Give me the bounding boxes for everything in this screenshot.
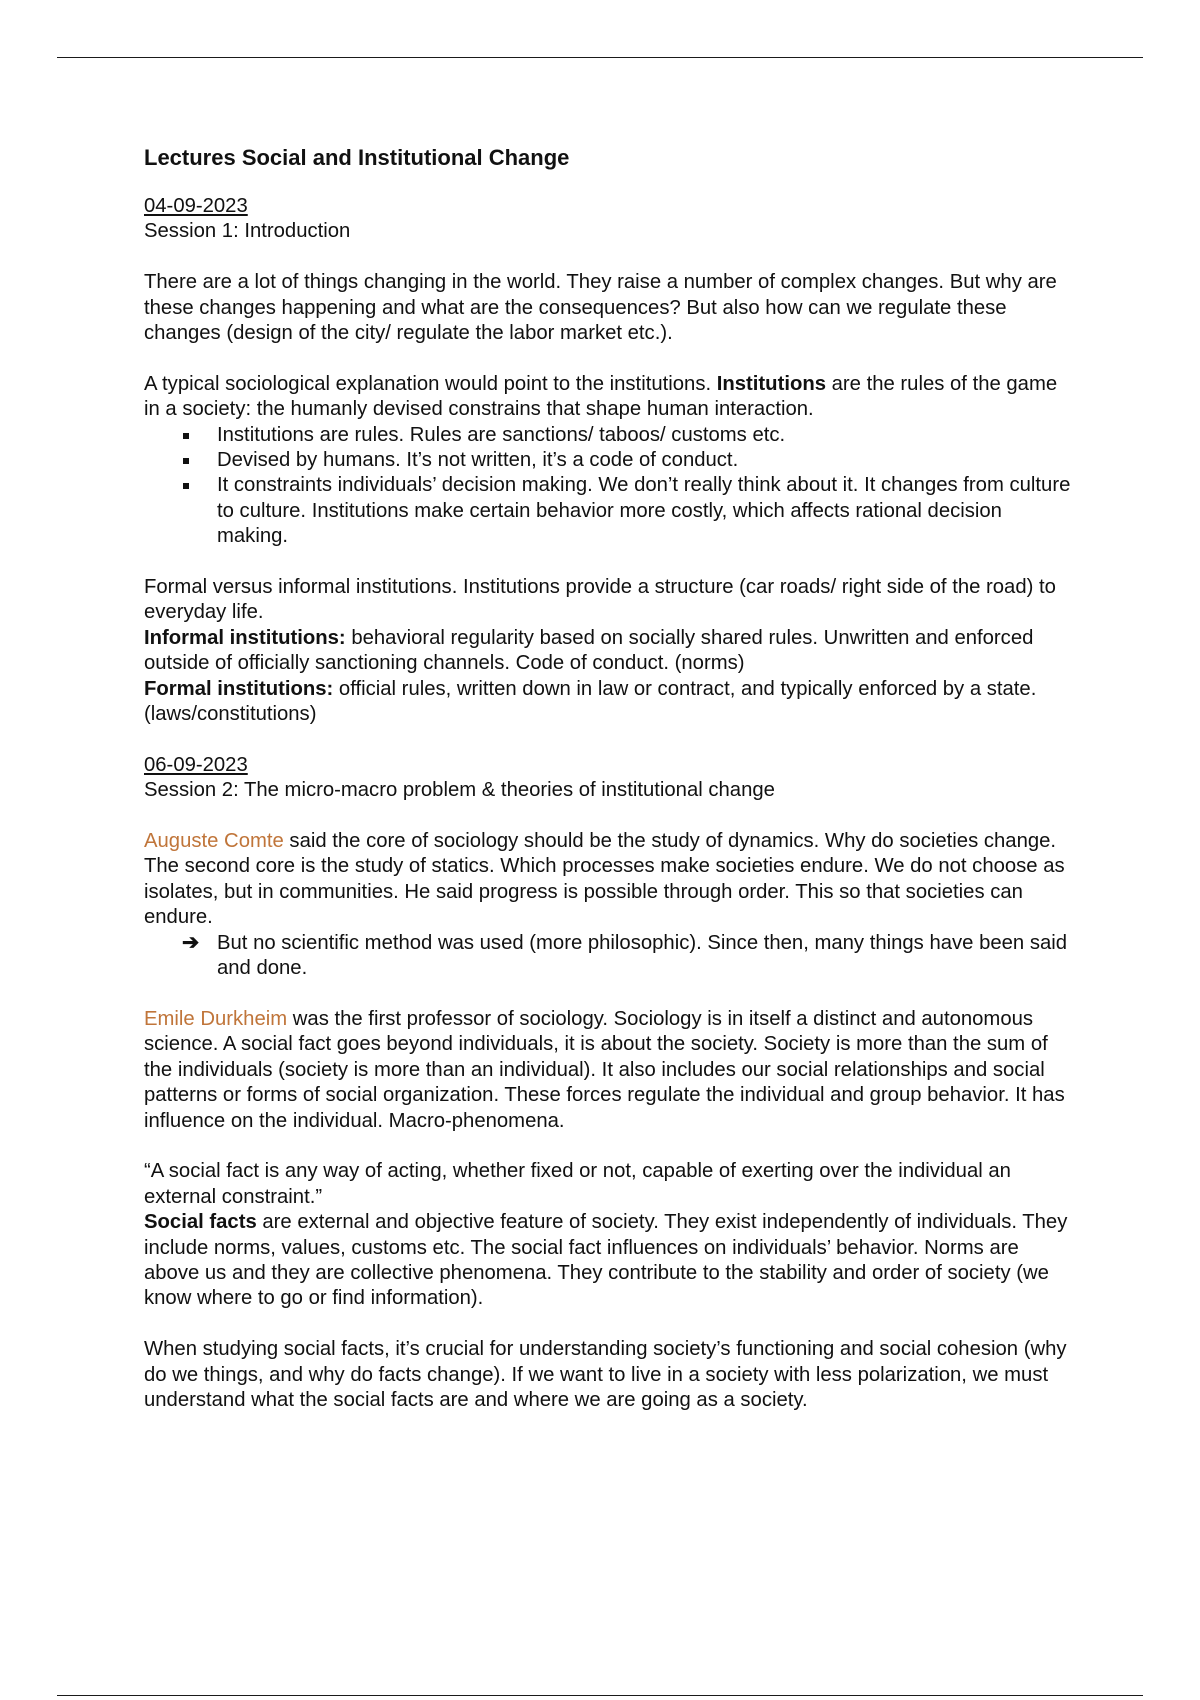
list-item: It constraints individuals’ decision making. We don’t really think about it. It changes from culture to culture. Institutions make certain behavior more costly, which affects rational decision making. [217, 473, 1074, 549]
definition-informal [144, 626, 1074, 677]
list-item: Institutions are rules. Rules are sanctions/ taboos/ customs etc. [217, 423, 1074, 448]
paragraph: When studying social facts, it’s crucial for understanding society’s functioning and social cohesion (why do we things, and why do facts change). If we want to live in a society with less polarization, we must understand what the social facts are and where we are going as a society. [144, 1338, 1067, 1411]
paragraph-text: are the rules of the game in a society: the humanly devised constrains that shape human interaction. [144, 372, 1058, 421]
bullet-list [144, 423, 1074, 550]
top-rule [57, 57, 1143, 58]
definition-text: behavioral regularity based on socially shared rules. Unwritten and enforced outside of officially sanctioning channels. Code of conduct. (norms) [144, 626, 1034, 675]
document-title: Lectures Social and Institutional Change [144, 145, 570, 170]
quote: “A social fact is any way of acting, whether fixed or not, capable of exerting over the individual an external constraint.” [144, 1160, 1011, 1208]
arrow-list-item [144, 931, 1074, 982]
paragraph-text: A typical sociological explanation would point to the institutions. [144, 372, 717, 395]
document-body [144, 140, 1074, 1413]
session-heading: Session 1: Introduction [144, 220, 351, 243]
term-social-facts: Social facts [144, 1211, 257, 1234]
paragraph-text: was the first professor of sociology. Sociology is in itself a distinct and autonomous science. A social fact goes beyond individuals, it is about the society. Society is more than the sum of the individuals (society is more than an individual). It also includes our social relationships and social patterns or forms of social organization. These forces regulate the individual and group behavior. It has influence on the individual. Macro-phenomena. [144, 1007, 1065, 1132]
bottom-rule [57, 1695, 1143, 1696]
paragraph: Formal versus informal institutions. Institutions provide a structure (car roads/ right side of the road) to everyday life. [144, 576, 1056, 624]
definition-text: are external and objective feature of society. They exist independently of individuals. They include norms, values, customs etc. The social fact influences on individuals’ behavior. Norms are above us and they are collective phenomena. They contribute to the stability and order of society (we know where to go or find information). [144, 1211, 1068, 1310]
paragraph: There are a lot of things changing in the world. They raise a number of complex changes. But why are these changes happening and what are the consequences? But also how can we regulate these changes (design of the city/ regulate the labor market etc.). [144, 271, 1057, 345]
paragraph-durkheim [144, 1007, 1074, 1134]
paragraph-comte [144, 829, 1074, 931]
definition-social-facts [144, 1210, 1074, 1312]
term-formal-institutions: Formal institutions: [144, 677, 334, 700]
name-auguste-comte: Auguste Comte [144, 830, 284, 853]
session-date: 04-09-2023 [144, 195, 248, 217]
arrow-right-icon: ➔ [182, 931, 199, 954]
definition-text: official rules, written down in law or contract, and typically enforced by a state. (laws/constitutions) [144, 677, 1037, 726]
session-1 [144, 194, 1074, 727]
session-date: 06-09-2023 [144, 753, 248, 776]
definition-formal [144, 677, 1074, 728]
term-institutions: Institutions [716, 372, 827, 395]
session-heading: Session 2: The micro-macro problem & theories of institutional change [144, 779, 775, 802]
arrow-item-text: But no scientific method was used (more philosophic). Since then, many things have been said and done. [217, 931, 1068, 980]
paragraph-text: said the core of sociology should be the study of dynamics. Why do societies change. The second core is the study of statics. Which processes make societies endure. We do not choose as isolates, but in communities. He said progress is possible through order. This so that societies can endure. [144, 830, 1065, 929]
list-item: Devised by humans. It’s not written, it’s a code of conduct. [217, 448, 1074, 473]
name-emile-durkheim: Emile Durkheim [144, 1007, 288, 1030]
term-informal-institutions: Informal institutions: [144, 626, 346, 649]
session-2 [144, 753, 1074, 1414]
paragraph [144, 372, 1074, 423]
